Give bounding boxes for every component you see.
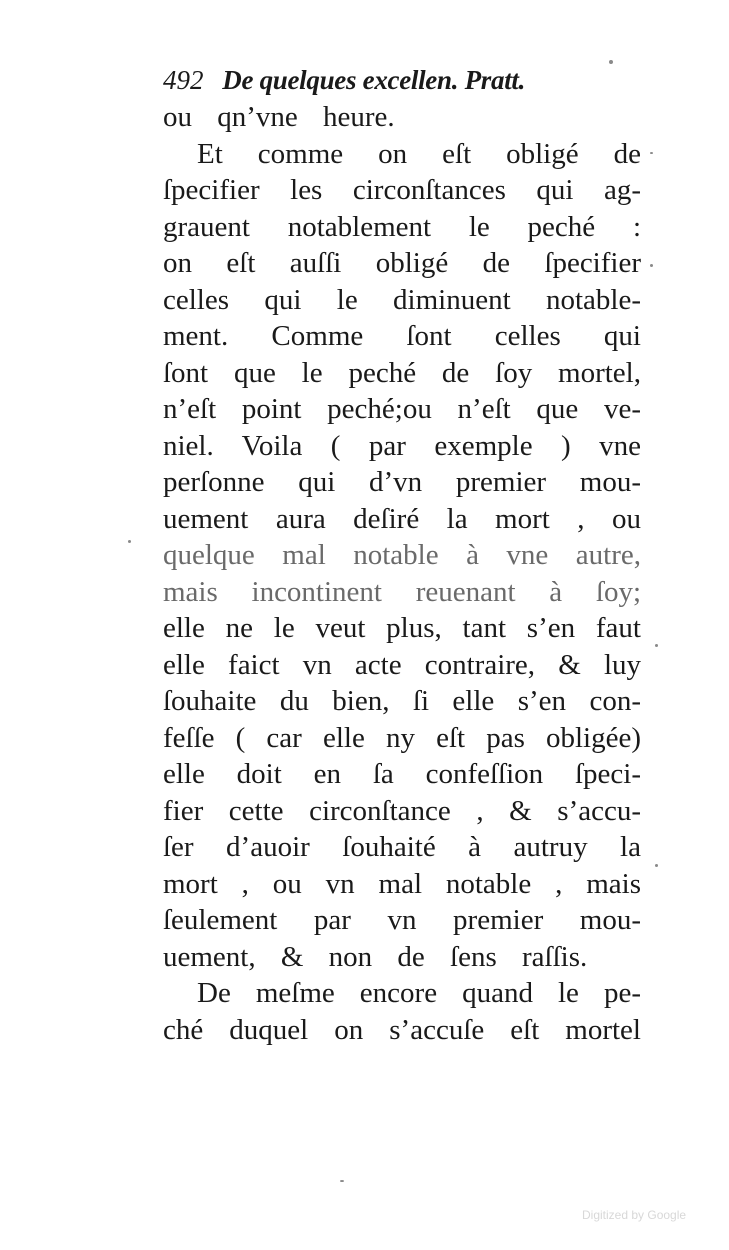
digitization-watermark: Digitized by Google <box>582 1208 687 1222</box>
text-line: ſont que le peché de ſoy mortel, <box>163 356 641 389</box>
running-title: De quelques excellen. Pratt. <box>222 65 526 95</box>
text-line: ſeulement par vn premier mou- <box>163 904 641 936</box>
text-line: ſouhaite du bien, ſi elle s’en con- <box>163 685 641 717</box>
print-speck <box>650 264 653 267</box>
text-line: Et comme on eſt obligé de <box>197 137 641 170</box>
text-line: ſpecifier les circonſtances qui ag- <box>163 174 641 206</box>
text-line: grauent notablement le peché : <box>163 210 641 243</box>
text-line: on eſt auſſi obligé de ſpecifier <box>163 247 641 279</box>
text-line: ché duquel on s’accuſe eſt mortel <box>163 1013 641 1046</box>
text-line: ment. Comme ſont celles qui <box>163 320 641 352</box>
print-speck <box>655 644 658 647</box>
body-text <box>163 99 641 1048</box>
text-line: mais incontinent reuenant à ſoy; <box>163 575 641 608</box>
print-speck <box>128 540 131 543</box>
text-line: elle faict vn acte contraire, & luy <box>163 648 641 681</box>
text-line: ou qn’vne heure. <box>163 101 395 133</box>
text-line: elle ne le veut plus, tant s’en faut <box>163 612 641 644</box>
text-line: De meſme encore quand le pe- <box>197 977 641 1009</box>
text-line: ſer d’auoir ſouhaité à autruy la <box>163 831 641 863</box>
print-speck <box>609 60 613 64</box>
print-speck <box>340 1180 344 1182</box>
text-line: celles qui le diminuent notable- <box>163 283 641 316</box>
text-line: n’eſt point peché;ou n’eſt que ve- <box>163 393 641 425</box>
text-line: elle doit en ſa confeſſion ſpeci- <box>163 758 641 790</box>
text-line: fier cette circonſtance , & s’accu- <box>163 794 641 827</box>
text-line: feſſe ( car elle ny eſt pas obligée) <box>163 721 641 754</box>
text-line: uement, & non de ſens raſſis. <box>163 940 588 973</box>
text-line: quelque mal notable à vne autre, <box>163 539 641 571</box>
print-speck <box>650 152 653 154</box>
page-number: 492 <box>163 65 204 95</box>
text-line: niel. Voila ( par exemple ) vne <box>163 429 641 462</box>
print-speck <box>655 864 658 867</box>
text-line: uement aura deſiré la mort , ou <box>163 502 641 535</box>
page-header <box>163 62 643 98</box>
text-line: perſonne qui d’vn premier mou- <box>163 466 641 498</box>
text-line: mort , ou vn mal notable , mais <box>163 867 641 900</box>
